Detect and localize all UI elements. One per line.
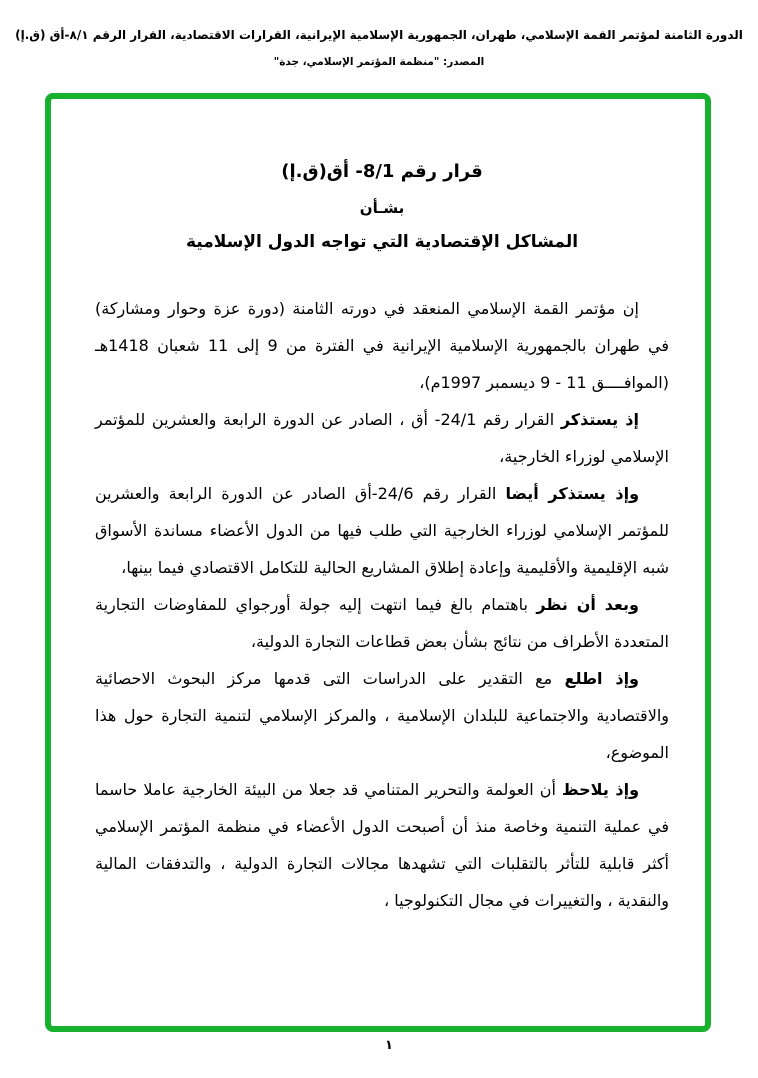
paragraph-lead: وبعد أن نظر [536, 595, 639, 614]
paragraph-text: إن مؤتمر القمة الإسلامي المنعقد في دورته الثامنة (دورة عزة وحوار ومشاركة) في طهران بالجمهورية الإسلامية الإيرانية في الفترة من 9 إلى 11 شعبان 1418هـ (الموافــــق ⁦9 - 11⁩ ديسمبر 1997م)، [95, 299, 670, 392]
document-border-frame [45, 93, 711, 1032]
title-block [95, 161, 669, 252]
resolution-number-title: قرار رقم 8/1- أق(ق.إ) [281, 161, 483, 182]
preamble-paragraph-5 [95, 660, 669, 771]
regarding-label: بشـأن [359, 199, 405, 217]
page-number: ١ [385, 1038, 393, 1053]
preamble-paragraph-3 [95, 475, 669, 586]
paragraph-text: مع التقدير على الدراسات التى قدمها مركز البحوث الاحصائية والاقتصادية والاجتماعية للبلدان الإسلامية ، والمركز الإسلامي لتنمية التجارة حول هذا الموضوع، [95, 669, 669, 762]
paragraph-text: أن العولمة والتحرير المتنامي قد جعلا من البيئة الخارجية عاملا حاسما في عملية التنمية وخاصة منذ أن أصبحت الدول الأعضاء في منظمة المؤتمر الإسلامي أكثر قابلية للتأثر بالتقلبات التي تشهدها مجالات التجارة الدولية ، والتدفقات المالية والنقدية ، والتغييرات في مجال التكنولوجيا ، [95, 780, 669, 910]
preamble-paragraph-6 [95, 771, 669, 919]
resolution-subject-title: المشاكل الإقتصادية التي تواجه الدول الإسلامية [185, 232, 579, 252]
paragraph-text: باهتمام بالغ فيما انتهت إليه جولة أورجواي للمفاوضات التجارية المتعددة الأطراف من نتائج بشأن بعض قطاعات التجارة الدولية، [95, 595, 669, 651]
document-source: المصدر: "منظمة المؤتمر الإسلامي، جدة" [273, 56, 485, 68]
preamble-paragraph-2 [95, 401, 669, 475]
paragraph-text: القرار رقم 24/6-أق الصادر عن الدورة الرابعة والعشرين للمؤتمر الإسلامي لوزراء الخارجية التي طلب فيها من الدول الأعضاء مساندة الأسواق شبه الإقليمية والأقليمية وإعادة إطلاق المشاريع الحالية للتكامل الاقتصادي فيما بينها، [95, 484, 669, 577]
preamble-paragraph-1 [95, 290, 669, 401]
document-header-title: الدورة الثامنة لمؤتمر القمة الإسلامي، طهران، الجمهورية الإسلامية الإيرانية، القرارات الاقتصادية، القرار الرقم ٨/١-أق (ق.إ) [15, 28, 743, 42]
paragraph-lead: إذ يستذكر [560, 410, 639, 429]
paragraph-lead: وإذ يستذكر أيضا [505, 484, 640, 503]
paragraph-lead: وإذ اطلع [564, 669, 639, 688]
document-body [51, 99, 705, 919]
preamble-paragraph-4 [95, 586, 669, 660]
paragraph-lead: وإذ يلاحظ [562, 780, 640, 799]
paragraph-text: القرار رقم 24/1- أق ، الصادر عن الدورة الرابعة والعشرين للمؤتمر الإسلامي لوزراء الخارجية، [95, 410, 669, 466]
